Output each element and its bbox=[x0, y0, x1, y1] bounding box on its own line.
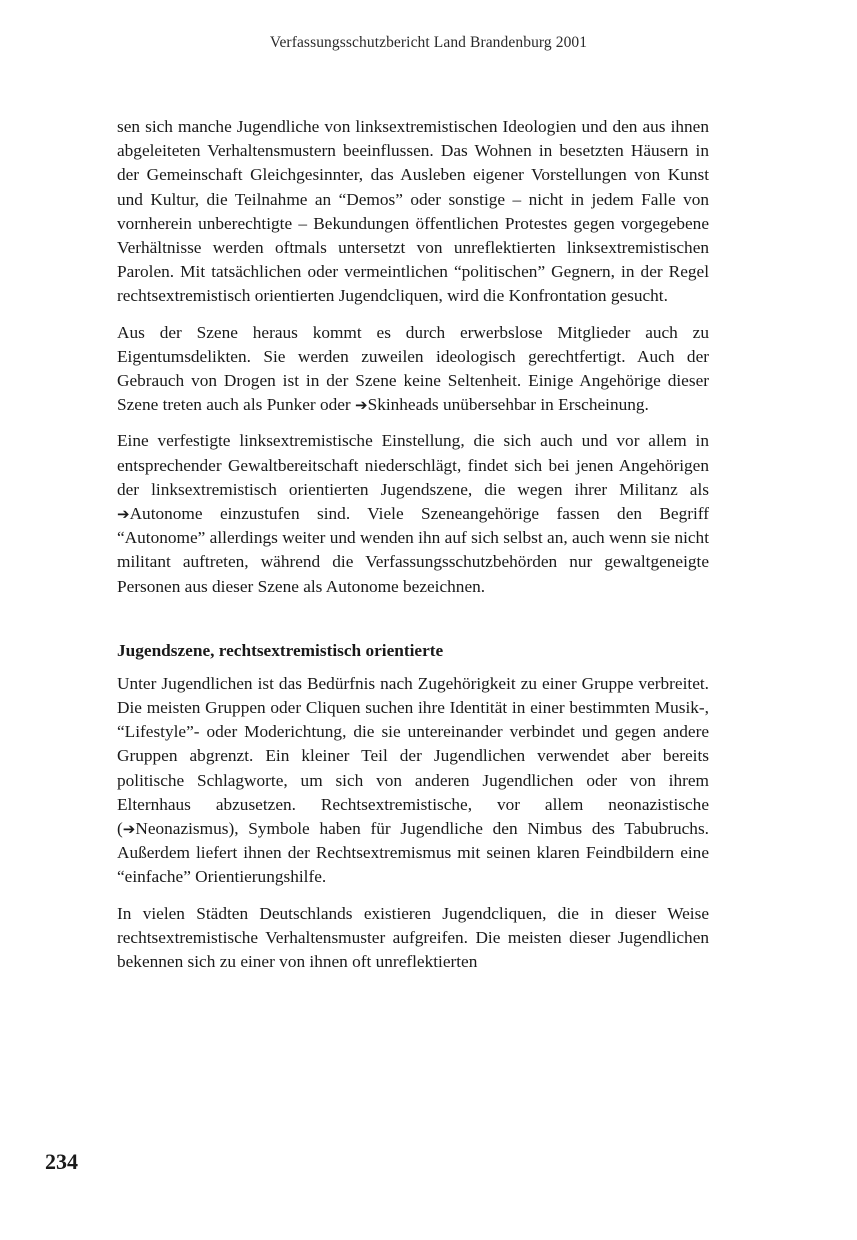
cross-reference-autonome[interactable]: Autonome bbox=[129, 504, 203, 524]
paragraph-4-text-a: Unter Jugendlichen ist das Bedürfnis nach Zugehörigkeit zu einer Gruppe verbreitet. Die meisten Gruppen oder Cliquen suchen ihre Identität in einer bestimmten Musik-, “Lifestyle”- oder Moderichtung, die sie untereinander verbindet und gegen andere Gruppen abgrenzt. Ein kleiner Teil der Jugendlichen verwendet aber bereits politische Schlagworte, um sich von anderen Jugendlichen oder von ihrem Elternhaus abzusetzen. Rechtsextremistische, vor allem neonazistische ( bbox=[117, 673, 709, 839]
paragraph-3-text-a: Eine verfestigte linksextremistische Einstellung, die sich auch und vor allem in entsprechender Gewaltbereitschaft niederschlägt, findet sich bei jenen Angehörigen der linksextremistisch orientierten Jugendszene, die wegen ihrer Militanz als bbox=[117, 431, 709, 499]
arrow-right-icon: ➔ bbox=[117, 505, 130, 524]
paragraph-3 bbox=[117, 429, 709, 598]
paragraph-2-text-a: Aus der Szene heraus kommt es durch erwerbslose Mitglieder auch zu Eigentumsdelikten. Sie werden zuweilen ideologisch gerechtfertigt. Auch der Gebrauch von Drogen ist in der Szene keine Seltenheit. Einige Angehörige dieser Szene treten auch als Punker oder bbox=[117, 322, 709, 415]
paragraph-5: In vielen Städten Deutschlands existieren Jugendcliquen, die in dieser Weise rechtsextremistische Verhaltensmuster aufgreifen. Die meisten dieser Jugendlichen bekennen sich zu einer von ihnen oft unreflektierten bbox=[117, 903, 709, 972]
page-number: 234 bbox=[45, 1149, 78, 1174]
arrow-right-icon: ➔ bbox=[355, 396, 368, 415]
paragraph-2 bbox=[117, 321, 709, 418]
running-header: Verfassungsschutzbericht Land Brandenburg 2001 bbox=[269, 34, 588, 51]
cross-reference-skinheads[interactable]: Skinheads bbox=[367, 395, 439, 415]
paragraph-4-text-b: ), Symbole haben für Jugendliche den Nimbus des Tabubruchs. Außerdem liefert ihnen der Rechtsextremismus mit seinen klaren Feindbildern eine “einfache” Orientierungshilfe. bbox=[117, 819, 709, 887]
paragraph-4 bbox=[117, 672, 709, 890]
paragraph-1: sen sich manche Jugendliche von linksextremistischen Ideologien und den aus ihnen abgeleiteten Verhaltensmustern beeinflussen. Das Wohnen in besetzten Häusern in der Gemeinschaft Gleichgesinnter, das Ausleben eigener Vorstellungen von Kunst und Kultur, die Teilnahme an “Demos” oder sonstige – nicht in jedem Falle von vornherein unberechtigte – Bekundungen öffentlichen Protestes gegen vorgegebene Verhältnisse werden oftmals untersetzt von unreflektierten linksextremistischen Parolen. Mit tatsächlichen oder vermeintlichen “politischen” Gegnern, in der Regel rechtsextremistisch orientierten Jugendcliquen, wird die Konfrontation gesucht. bbox=[117, 117, 709, 306]
paragraph-3-text-b: einzustufen sind. Viele Szeneangehörige fassen den Begriff “Autonome” allerdings weiter und wenden ihn auf sich selbst an, auch wenn sie nicht militant auftreten, während die Verfassungsschutzbehörden nur gewaltgeneigte Personen aus dieser Szene als Autonome bezeichnen. bbox=[117, 504, 709, 596]
cross-reference-neonazismus[interactable]: Neonazismus bbox=[135, 819, 229, 839]
arrow-right-icon: ➔ bbox=[122, 820, 136, 839]
paragraph-2-text-b: unübersehbar in Erscheinung. bbox=[438, 395, 649, 415]
section-heading: Jugendszene, rechtsextremistisch orientierte bbox=[117, 640, 444, 660]
page-body bbox=[117, 115, 709, 974]
